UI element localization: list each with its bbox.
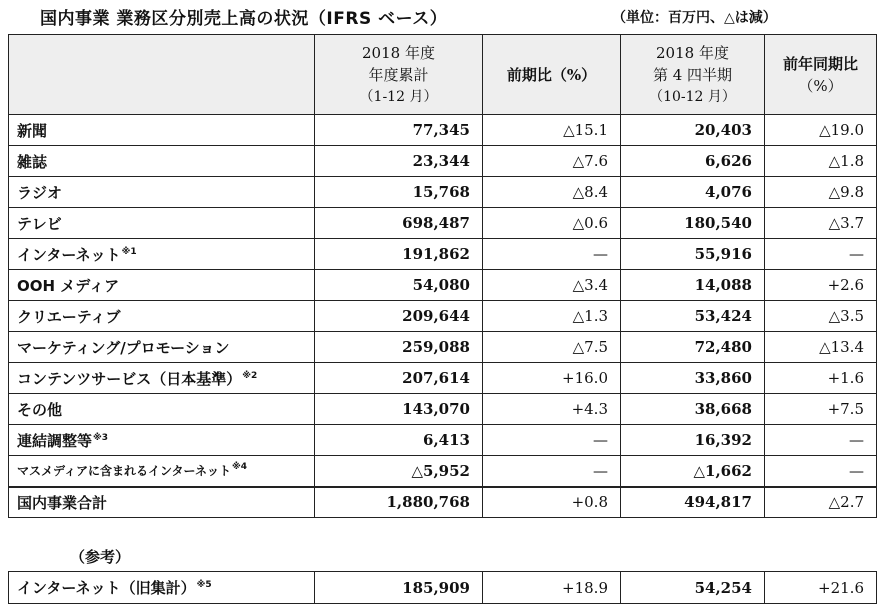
row-annual-yoy: — [483,425,621,456]
total-q4: 494,817 [621,487,765,518]
row-annual-yoy: △0.6 [483,208,621,239]
row-q4-yoy: △13.4 [765,332,877,363]
row-annual: △5,952 [315,456,483,487]
row-label-cell [9,425,315,456]
row-annual: 77,345 [315,115,483,146]
row-q4: △1,662 [621,456,765,487]
total-annual: 1,880,768 [315,487,483,518]
row-label-cell [9,394,315,425]
row-annual: 6,413 [315,425,483,456]
row-q4-yoy: △3.7 [765,208,877,239]
row-label: テレビ [17,214,62,233]
reference-table [8,571,877,604]
row-q4-yoy: △3.5 [765,301,877,332]
row-label: ラジオ [17,183,63,202]
row-annual: 259,088 [315,332,483,363]
row-q4-yoy: — [765,239,877,270]
row-label: マーケティング/プロモーション [17,338,230,357]
unit-note: （単位：百万円、△は減） [612,10,777,26]
row-label-cell [9,270,315,301]
header-annual-line1: 2018 年度 [362,43,435,62]
header-q4 [621,35,765,115]
row-label: 雑誌 [17,152,48,171]
row-q4: 38,668 [621,394,765,425]
row-label: OOH メディア [17,276,120,295]
row-q4: 180,540 [621,208,765,239]
reference-annual-yoy: +18.9 [483,572,621,604]
row-label: クリエーティブ [17,307,121,326]
table-row [9,301,877,332]
table-row [9,177,877,208]
row-q4-yoy: △1.8 [765,146,877,177]
row-q4: 4,076 [621,177,765,208]
row-label: 新聞 [17,121,48,140]
row-label-cell [9,239,315,270]
row-label-cell [9,115,315,146]
row-label-cell [9,363,315,394]
row-q4: 72,480 [621,332,765,363]
row-annual: 15,768 [315,177,483,208]
header-row [9,35,877,115]
row-q4-yoy: +7.5 [765,394,877,425]
table-row [9,208,877,239]
row-q4: 53,424 [621,301,765,332]
row-q4-yoy: — [765,456,877,487]
reference-note: ※5 [196,580,212,590]
row-note: ※2 [242,370,258,381]
table-row [9,456,877,487]
header-q4-yoy-line2: （%） [798,76,843,95]
row-annual: 207,614 [315,363,483,394]
row-q4: 14,088 [621,270,765,301]
reference-q4: 54,254 [621,572,765,604]
row-label-cell [9,456,315,487]
reference-q4-yoy: +21.6 [765,572,877,604]
reference-row [9,572,877,604]
header-q4-line3: （10-12 月） [649,88,736,105]
row-note: ※4 [231,462,247,473]
row-q4-yoy: +2.6 [765,270,877,301]
row-label: インターネット [17,245,121,264]
row-label: コンテンツサービス（日本基準） [17,369,242,388]
row-annual: 191,862 [315,239,483,270]
row-annual-yoy: +16.0 [483,363,621,394]
row-label-cell [9,332,315,363]
header-q4-yoy [765,35,877,115]
table-row [9,332,877,363]
row-q4-yoy: △19.0 [765,115,877,146]
header-annual-yoy: 前期比（%） [483,35,621,115]
row-label: マスメディアに含まれるインターネット [17,464,231,479]
reference-heading: （参考） [70,548,131,566]
row-label-cell [9,301,315,332]
row-q4-yoy: +1.6 [765,363,877,394]
row-q4: 33,860 [621,363,765,394]
header-q4-yoy-line1: 前年同期比 [782,54,858,73]
row-annual-yoy: — [483,239,621,270]
row-q4: 20,403 [621,115,765,146]
row-annual-yoy: △15.1 [483,115,621,146]
header-label-cell [9,35,315,115]
row-annual-yoy: — [483,456,621,487]
table-row [9,146,877,177]
header-q4-line1: 2018 年度 [656,43,729,62]
row-annual-yoy: △1.3 [483,301,621,332]
row-annual-yoy: △7.6 [483,146,621,177]
header-annual-line3: （1-12 月） [359,88,438,105]
row-q4: 6,626 [621,146,765,177]
row-annual-yoy: △8.4 [483,177,621,208]
row-note: ※3 [93,432,109,443]
row-note: ※1 [121,246,137,257]
row-annual: 23,344 [315,146,483,177]
row-q4: 16,392 [621,425,765,456]
row-label-cell [9,177,315,208]
row-annual-yoy: △3.4 [483,270,621,301]
sales-table [8,34,877,518]
row-label-cell [9,146,315,177]
row-q4: 55,916 [621,239,765,270]
total-row [9,487,877,518]
row-label: 連結調整等 [17,431,93,450]
row-annual: 209,644 [315,301,483,332]
reference-label-cell [9,572,315,604]
table-row [9,425,877,456]
reference-annual: 185,909 [315,572,483,604]
header-annual-line2: 年度累計 [368,65,429,84]
table-row [9,363,877,394]
table-row [9,115,877,146]
row-annual: 143,070 [315,394,483,425]
table-row [9,239,877,270]
total-label: 国内事業合計 [9,487,315,518]
row-annual-yoy: +4.3 [483,394,621,425]
title-bar [0,0,888,32]
page-title: 国内事業 業務区分別売上高の状況（IFRS ベース） [40,9,448,29]
table-row [9,394,877,425]
row-label: その他 [17,400,63,419]
row-q4-yoy: — [765,425,877,456]
row-annual: 54,080 [315,270,483,301]
total-q4-yoy: △2.7 [765,487,877,518]
header-annual [315,35,483,115]
table-row [9,270,877,301]
total-annual-yoy: +0.8 [483,487,621,518]
row-label-cell [9,208,315,239]
reference-label: インターネット（旧集計） [17,579,196,597]
row-annual-yoy: △7.5 [483,332,621,363]
row-q4-yoy: △9.8 [765,177,877,208]
header-q4-line2: 第 4 四半期 [652,65,733,84]
row-annual: 698,487 [315,208,483,239]
